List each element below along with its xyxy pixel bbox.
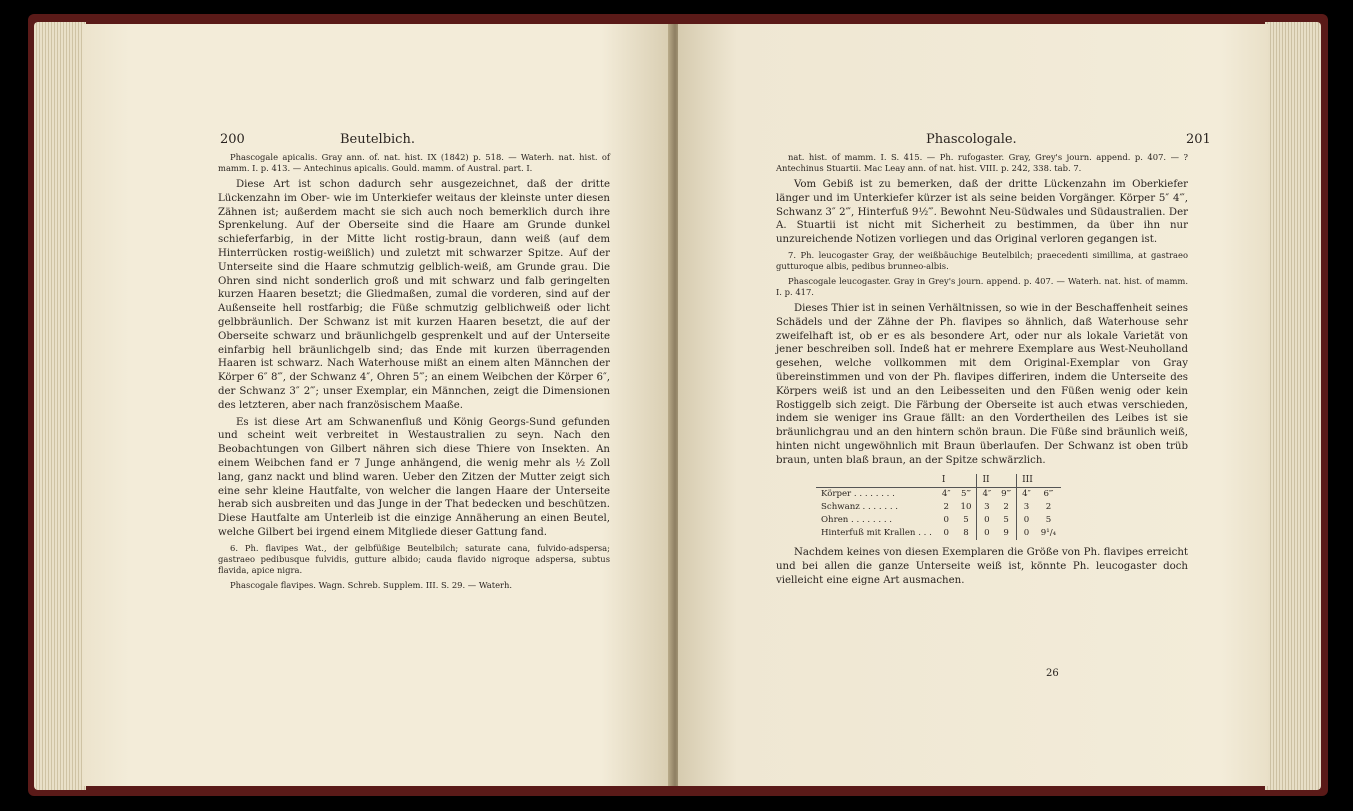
table-cell: 5 — [1003, 515, 1009, 526]
table-cell: 2 — [1003, 502, 1009, 513]
table-cell: 9‴ — [1001, 489, 1012, 500]
table-cell: Schwanz . . . . . . . — [821, 502, 899, 513]
synonymy-apicalis: Phascogale apicalis. Gray ann. of. nat. hist. IX (1842) p. 518. — Waterh. nat. hist. of mamm. I. p. 413. — Antechinus apicalis. Gould. mamm. of Austral. part. I. — [218, 152, 610, 173]
table-cell: 5 — [1045, 515, 1052, 526]
table-cell: 2 — [1045, 502, 1052, 513]
paragraph-closing: Nachdem keines von diesen Exemplaren die Größe von Ph. flavipes erreicht und bei allen die ganze Unterseite weiß ist, könnte Ph. leucogaster doch vielleicht eine eigne Art ausmachen. — [776, 547, 1188, 586]
table-cell: 2 — [943, 502, 949, 513]
left-text-body — [218, 152, 610, 595]
table-cell: 10 — [960, 502, 972, 513]
synonymy-flavipes: Phascogale flavipes. Wagn. Schreb. Supplem. III. S. 29. — Waterh. — [230, 579, 513, 590]
right-running-title: Phascologale. — [926, 132, 1017, 147]
table-cell: 3 — [977, 501, 996, 514]
right-page — [678, 24, 1268, 786]
table-cell: 0 — [1017, 514, 1036, 527]
table-header — [816, 474, 937, 488]
table-header: III — [1017, 474, 1061, 488]
table-cell: 0 — [943, 528, 949, 539]
table-cell: 4″ — [941, 489, 951, 500]
table-cell: 5‴ — [961, 489, 971, 500]
right-page-number: 201 — [1186, 132, 1211, 147]
paragraph-description: Diese Art ist schon dadurch sehr ausgezeichnet, daß der dritte Lückenzahn im Ober- wie im Unterkiefer weitaus der kleinste unter diesen Zähnen ist; außerdem macht sie sich auch noch bemerklich durch ihre Sprenkelung. Auf der Oberseite sind die Haare am Grunde dunkel schieferfarbig, in der Mitte licht rostig-braun, dann weiß (auf dem Hinterrücken rostig-weißlich) und zuletzt mit schwarzer Spitze. Auf der Unterseite sind die Haare schmutzig gelblich-weiß, am Grunde grau. Die Ohren sind nicht sonderlich groß und mit schwarz und falb geringelten kurzen Haaren besetzt; die Gliedmaßen, zumal die vorderen, sind auf der Außenseite hell rostfarbig; die Füße schmutzig gelblichweiß oder licht gelbbräunlich. Der Schwanz ist mit kurzen Haaren besetzt, die auf der Oberseite schwarz und bräunlichgelb gesprenkelt und auf der Unterseite einfarbig hell bräunlichgelb sind; das Ende mit kurzen überragenden Haaren ist schwarz. Nach Waterhouse mißt an einem alten Männchen der Körper 6″ 8‴, der Schwanz 4″, Ohren 5‴; an einem Weibchen der Körper 6″, der Schwanz 3″ 2‴; unser Exemplar, ein Männchen, zeigt die Dimensionen des letzteren, aber nach französischem Maaße. — [218, 179, 610, 411]
table-header-row — [816, 474, 1061, 488]
right-text-body — [776, 152, 1188, 591]
table-row — [816, 527, 1061, 540]
table-cell: 0 — [943, 515, 949, 526]
synonymy-leucogaster: Phascogale leucogaster. Gray in Grey's journ. append. p. 407. — Waterh. nat. hist. of mamm. I. p. 417. — [776, 275, 1188, 297]
table-cell: 9 — [1003, 528, 1009, 539]
measurement-table — [816, 474, 1061, 541]
table-cell: Hinterfuß mit Krallen . . . — [821, 528, 932, 539]
synonymy-continued: nat. hist. of mamm. I. S. 415. — Ph. rufogaster. Gray, Grey's journ. append. p. 407. — ? Antechinus Stuartii. Mac Leay ann. of nat. hist. VIII. p. 242, 338. tab. 7. — [776, 152, 1188, 173]
table-cell: 0 — [1017, 527, 1036, 540]
left-page-number: 200 — [220, 132, 245, 147]
table-cell: 0 — [977, 527, 996, 540]
table-row — [816, 514, 1061, 527]
page-edges-right — [1265, 22, 1321, 790]
paragraph-distribution: Es ist diese Art am Schwanenfluß und König Georgs-Sund gefunden und scheint weit verbreitet in Westaustralien zu seyn. Nach den Beobachtungen von Gilbert nähren sich diese Thiere von Insekten. An einem Weibchen fand er 7 Junge anhängend, die wenig mehr als ½ Zoll lang, ganz nackt und blind waren. Ueber den Zitzen der Mutter zeigt sich eine sehr kleine Hautfalte, von welcher die langen Haare der Unterseite herab sich ausbreiten und das Junge in der That bedecken und beschützen. Diese Hautfalte am Unterleib ist die einzige Annäherung an einen Beutel, welche Gilbert bei irgend einem Mitgliede dieser Gattung fand. — [218, 416, 610, 538]
table-cell: 3 — [1017, 501, 1036, 514]
table-cell: Körper . . . . . . . . — [821, 489, 895, 500]
table-cell: 6‴ — [1043, 489, 1054, 500]
table-row — [816, 501, 1061, 514]
table-cell: Ohren . . . . . . . . — [821, 515, 893, 526]
table-cell: 5 — [963, 515, 969, 526]
table-header: II — [977, 474, 1017, 488]
signature-mark: 26 — [1046, 668, 1059, 679]
page-edges-left — [34, 22, 86, 790]
left-page — [82, 24, 672, 786]
table-cell: 4″ — [1017, 488, 1036, 502]
table-cell: 8 — [963, 528, 969, 539]
paragraph-leucogaster: Dieses Thier ist in seinen Verhältnissen, so wie in der Beschaffenheit seines Schädels und der Zähne der Ph. flavipes so ähnlich, daß Waterhouse sehr zweifelhaft ist, ob er es als besondere Art, oder nur als lokale Varietät von jener beschreiben soll. Indeß hat er mehrere Exemplare aus West-Neuholland gesehen, welche vollkommen mit dem Original-Exemplar von Gray übereinstimmen und von der Ph. flavipes differiren, indem die Unterseite des Körpers weiß ist und an den Leibesseiten und den Füßen wenig oder kein Rostiggelb sich zeigt. Die Färbung der Oberseite ist auch etwas verschieden, indem sie weniger ins Graue fällt: an den Vordertheilen des Leibes ist sie bräunlichgrau und an den hintern schön braun. Die Füße sind bräunlich weiß, hinten nicht ungewöhnlich mit Braun überlaufen. Der Schwanz ist oben trüb braun, unten blaß braun, an der Spitze schwärzlich. — [776, 302, 1188, 466]
paragraph-dentition: Vom Gebiß ist zu bemerken, daß der dritte Lückenzahn im Oberkiefer länger und im Unterkiefer kürzer ist als seine beiden Vorgänger. Körper 5″ 4‴, Schwanz 3″ 2‴, Hinterfuß 9½‴. Bewohnt Neu-Südwales und Südaustralien. Der A. Stuartii ist nicht mit Sicherheit zu bestimmen, da über ihn nur unzureichende Notizen vorliegen und das Original verloren gegangen ist. — [776, 179, 1188, 246]
species-heading-leucogaster: 7. Ph. leucogaster Gray, der weißbäuchige Beutelbilch; praecedenti simillima, at gastraeo gutturoque albis, pedibus brunneo-albis. — [776, 249, 1188, 271]
table-header: I — [937, 474, 977, 488]
left-running-title: Beutelbich. — [340, 132, 415, 147]
table-cell: 4″ — [977, 488, 996, 502]
table-cell: 9¹/₄ — [1040, 528, 1057, 539]
table-row — [816, 488, 1061, 502]
table-cell: 0 — [977, 514, 996, 527]
species-heading-flavipes: 6. Ph. flavipes Wat., der gelbfüßige Beutelbilch; saturate cana, fulvido-adspersa; gastraeo pedibusque fulvidis, gutture albido; cauda flavido nigroque adspersa, subtus flavida, apice nigra. — [218, 542, 610, 575]
